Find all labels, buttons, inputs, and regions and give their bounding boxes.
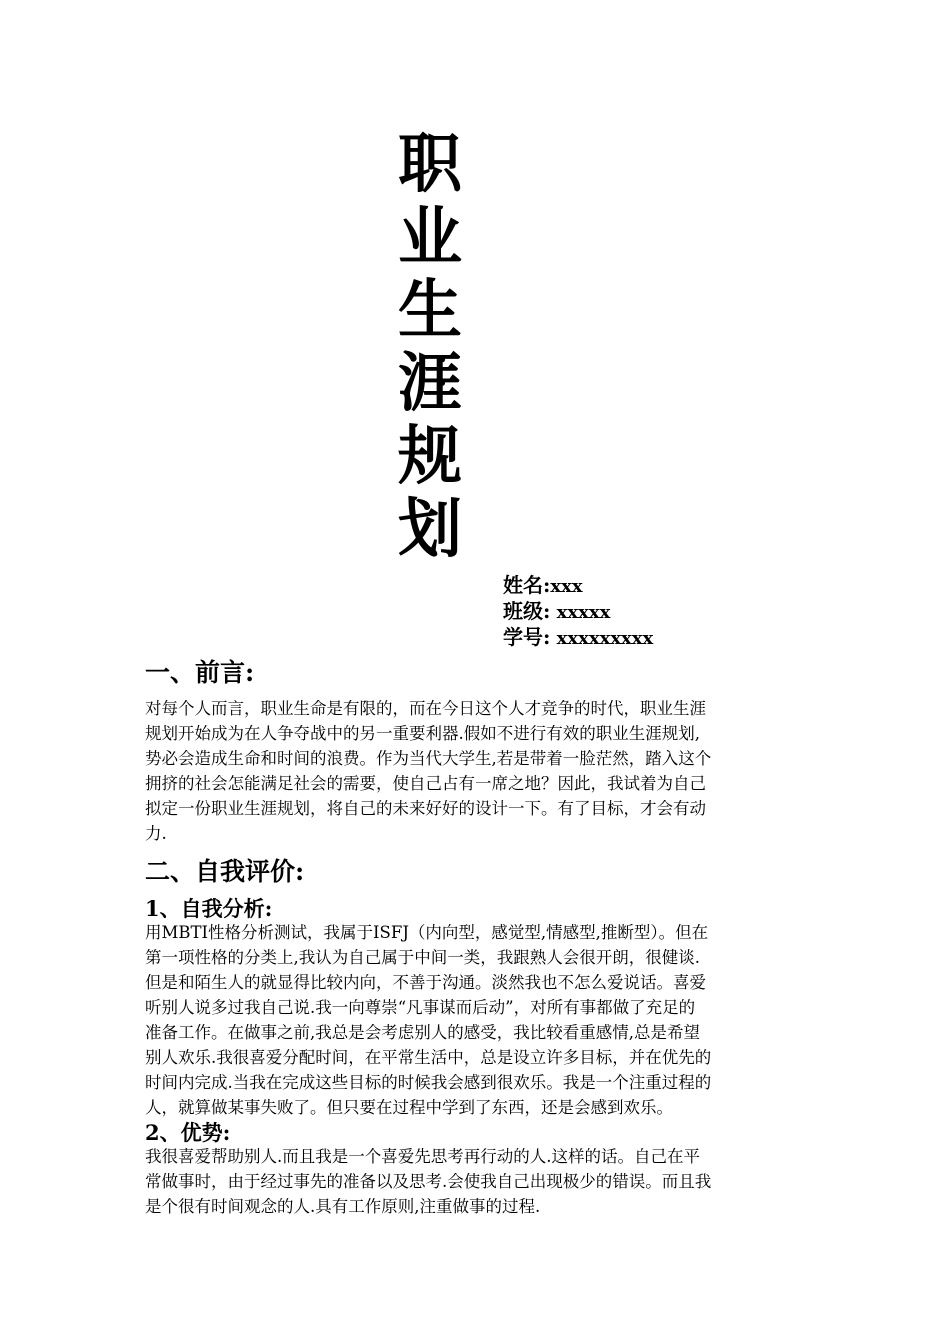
preface-paragraph — [145, 696, 810, 846]
paragraph-line: 准备工作。在做事之前,我总是会考虑别人的感受，我比较看重感情,总是希望 — [145, 1023, 700, 1042]
sub-heading-strengths: 2、优势: — [145, 1120, 231, 1145]
sub-heading-self-analysis: 1、自我分析: — [145, 896, 273, 921]
section-heading-preface: 一、前言: — [145, 658, 255, 687]
paragraph-line: 时间内完成.当我在完成这些目标的时候我会感到很欢乐。我是一个注重过程的 — [145, 1073, 712, 1092]
title-char: 划 — [398, 492, 462, 567]
class-row — [503, 598, 653, 624]
paragraph-line: 是个很有时间观念的人.具有工作原则,注重做事的过程. — [145, 1197, 541, 1216]
paragraph-line: 规划开始成为在人争夺战中的另一重要利器.假如不进行有效的职业生涯规划, — [145, 724, 700, 743]
paragraph-line: 拟定一份职业生涯规划，将自己的未来好好的设计一下。有了目标，才会有动 — [145, 799, 706, 818]
paragraph-line: 第一项性格的分类上,我认为自己属于中间一类，我跟熟人会很开朗，很健谈. — [145, 948, 700, 967]
id-label: 学号: — [503, 625, 551, 649]
paragraph-line: 力. — [145, 824, 167, 843]
title-char: 生 — [398, 273, 462, 348]
self-analysis-paragraph — [145, 920, 810, 1120]
paragraph-line: 别人欢乐.我很喜爱分配时间，在平常生活中，总是设立许多目标，并在优先的 — [145, 1048, 712, 1067]
title-char: 职 — [398, 127, 462, 202]
id-row — [503, 624, 653, 650]
paragraph-line: 对每个人而言，职业生命是有限的，而在今日这个人才竞争的时代，职业生涯 — [145, 699, 706, 718]
paragraph-line: 用MBTI性格分析测试，我属于ISFJ（内向型，感觉型,情感型,推断型）。但在 — [145, 923, 709, 942]
title-char: 业 — [398, 200, 462, 275]
paragraph-line: 常做事时，由于经过事先的准备以及思考.会使我自己出现极少的错误。而且我 — [145, 1172, 712, 1191]
title-char: 涯 — [398, 346, 462, 421]
paragraph-line: 我很喜爱帮助别人.而且我是一个喜爱先思考再行动的人.这样的话。自己在平 — [145, 1147, 700, 1166]
document-title — [398, 128, 478, 566]
student-info — [503, 572, 653, 650]
title-char: 规 — [398, 419, 462, 494]
paragraph-line: 听别人说多过我自己说.我一向尊崇“凡事谋而后动”，对所有事都做了充足的 — [145, 998, 696, 1017]
paragraph-line: 人，就算做某事失败了。但只要在过程中学到了东西，还是会感到欢乐。 — [145, 1098, 673, 1117]
section-heading-self-evaluation: 二、自我评价: — [145, 857, 305, 886]
paragraph-line: 拥挤的社会怎能满足社会的需要，使自己占有一席之地？因此，我试着为自己 — [145, 774, 706, 793]
paragraph-line: 但是和陌生人的就显得比较内向，不善于沟通。淡然我也不怎么爱说话。喜爱 — [145, 973, 706, 992]
name-row — [503, 572, 653, 598]
id-value: xxxxxxxxx — [550, 628, 654, 649]
strengths-paragraph — [145, 1144, 810, 1219]
paragraph-line: 势必会造成生命和时间的浪费。作为当代大学生,若是带着一脸茫然，踏入这个 — [145, 749, 712, 768]
name-value: xxx — [550, 576, 583, 597]
class-value: xxxxx — [550, 602, 611, 623]
class-label: 班级: — [503, 599, 551, 623]
name-label: 姓名: — [503, 573, 551, 597]
